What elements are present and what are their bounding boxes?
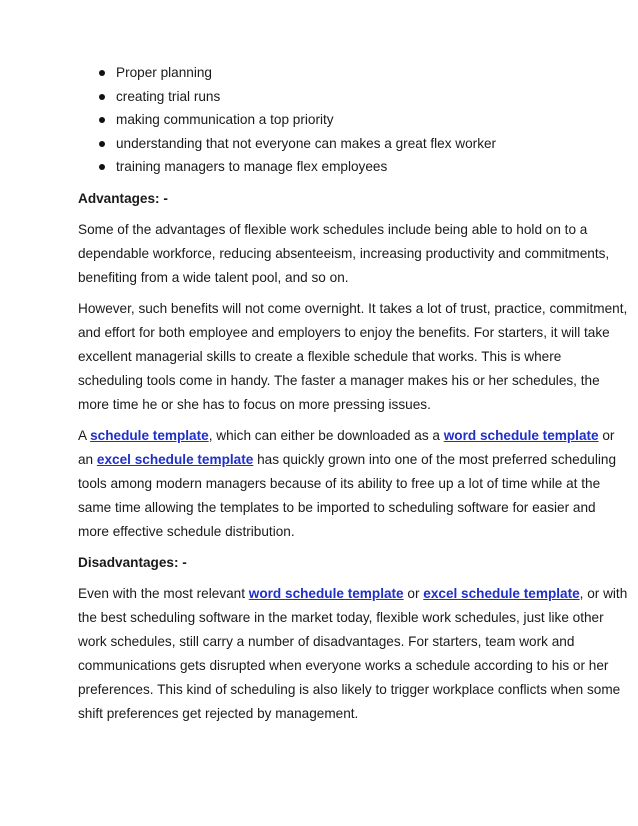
advantages-paragraph-2: However, such benefits will not come overnight. It takes a lot of trust, practice, commitment, and effort for both employee and employers to enjoy the benefits. For starters, it will take excellent managerial skills to create a flexible schedule that works. This is where scheduling tools come in handy. The faster a manager makes his or her schedules, the more time he or she has to focus on more pressing issues. [78, 300, 628, 412]
list-item [78, 85, 628, 109]
disadvantages-paragraph [78, 582, 628, 726]
word-schedule-template-link[interactable]: word schedule template [443, 427, 599, 443]
excel-schedule-template-link[interactable]: excel schedule template [423, 585, 580, 601]
text: , or with the best scheduling software in the market today, flexible work schedules, just like other work schedules, still carry a number of disadvantages. For starters, team work and communications gets disrupted when everyone works a schedule according to his or her preferences. This kind of scheduling is also likely to trigger workplace conflicts when some shift preferences get rejected by management. [78, 585, 628, 721]
list-item-text: training managers to manage flex employees [116, 159, 388, 174]
list-item-text: Proper planning [116, 65, 212, 80]
list-item-text: creating trial runs [116, 88, 221, 104]
list-item-text: making communication a top priority [116, 112, 334, 127]
advantages-paragraph-3 [78, 424, 628, 544]
list-item [78, 132, 628, 156]
list-item [78, 108, 628, 132]
schedule-template-link[interactable]: schedule template [90, 427, 209, 443]
disadvantages-heading: Disadvantages: - [78, 554, 187, 570]
text: or [403, 585, 424, 601]
advantages-paragraph-1: Some of the advantages of flexible work schedules include being able to hold on to a dependable workforce, reducing absenteeism, increasing productivity and commitments, benefiting from a wide talent pool, and so on. [78, 221, 610, 285]
bullet-icon [99, 117, 105, 123]
list-item-text: understanding that not everyone can makes a great flex worker [116, 135, 497, 151]
advantages-heading: Advantages: - [78, 190, 168, 206]
text: has quickly grown into one of the most preferred scheduling tools among modern managers because of its ability to free up a lot of time while at the same time allowing the templates to be imported to scheduling software for easier and more effective schedule distribution. [78, 451, 617, 539]
text: A [78, 427, 91, 443]
list-item [78, 61, 628, 85]
bullet-icon [99, 141, 105, 147]
text: or an [78, 427, 615, 467]
bullet-icon [99, 70, 105, 76]
text: , which can either be downloaded as a [208, 427, 444, 443]
excel-schedule-template-link[interactable]: excel schedule template [96, 451, 254, 467]
bullet-list [78, 61, 628, 179]
bullet-icon [99, 164, 105, 170]
bullet-icon [99, 94, 105, 100]
list-item [78, 155, 628, 179]
word-schedule-template-link[interactable]: word schedule template [248, 585, 404, 601]
text: Even with the most relevant [78, 585, 249, 601]
document-content [78, 61, 628, 733]
